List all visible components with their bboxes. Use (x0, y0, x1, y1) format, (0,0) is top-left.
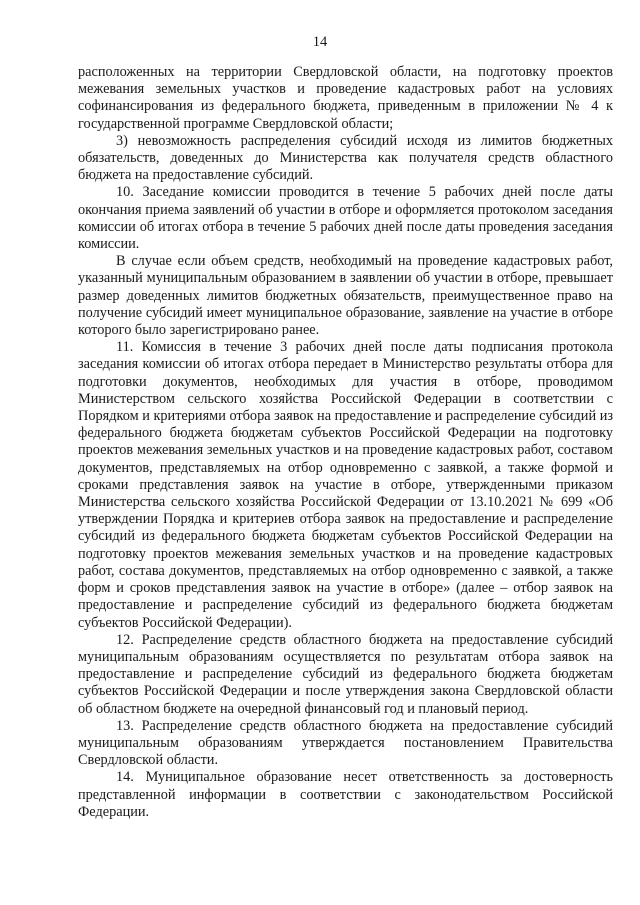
paragraph-clause-12: 12. Распределение средств областного бюджета на предоставление субсидий муниципальным образованиям осуществляется по результатам отбора заявок на предоставление и распределение субсидий из федерального бюджета бюджетам субъектов Российской Федерации и после утверждения закона Свердловской области об областном бюджете на очередной финансовый год и плановый период. (78, 631, 613, 717)
paragraph-item-3: 3) невозможность распределения субсидий исходя из лимитов бюджетных обязательств, доведенных до Министерства как получателя средств областного бюджета на предоставление субсидий. (78, 132, 613, 184)
document-body (78, 64, 613, 821)
paragraph-clause-11: 11. Комиссия в течение 3 рабочих дней после даты подписания протокола заседания комиссии об итогах отбора передает в Министерство результаты отбора для подготовки документов, необходимых для участия в отборе, проводимом Министерством сельского хозяйства Российской Федерации в соответствии с Порядком и критериями отбора заявок на предоставление и распределение субсидий из федерального бюджета бюджетам субъектов Российской Федерации на подготовку проектов межевания земельных участков и на проведение кадастровых работ, составом документов, представляемых на отбор одновременно с заявкой, а также формой и сроками представления заявок на участие в отборе, утвержденными приказом Министерства сельского хозяйства Российской Федерации от 13.10.2021 № 699 «Об утверждении Порядка и критериев отбора заявок на предоставление и распределение субсидий из федерального бюджета бюджетам субъектов Российской Федерации на подготовку проектов межевания земельных участков и на проведение кадастровых работ, состава документов, представляемых на отбор одновременно с заявкой, а также форм и сроков представления заявок на участие в отборе» (далее – отбор заявок на предоставление и распределение субсидий из федерального бюджета бюджетам субъектов Российской Федерации). (78, 339, 613, 631)
paragraph-clause-10: 10. Заседание комиссии проводится в течение 5 рабочих дней после даты окончания приема заявлений об участии в отборе и оформляется протоколом заседания комиссии об итогах отбора в течение 5 рабочих дней после даты проведения заседания комиссии. (78, 184, 613, 253)
paragraph-clause-14: 14. Муниципальное образование несет ответственность за достоверность представленной информации в соответствии с законодательством Российской Федерации. (78, 769, 613, 820)
paragraph-clause-13: 13. Распределение средств областного бюджета на предоставление субсидий муниципальным образованиям утверждается постановлением Правительства Свердловской области. (78, 717, 613, 769)
page-number: 14 (312, 34, 328, 50)
paragraph-clause-10-priority: В случае если объем средств, необходимый на проведение кадастровых работ, указанный муниципальным образованием в заявлении об участии в отборе, превышает размер доведенных лимитов бюджетных обязательств, преимущественное право на получение субсидий имеет муниципальное образование, заявление на участие в отборе которого было зарегистрировано ранее. (78, 253, 613, 339)
paragraph-continuation: расположенных на территории Свердловской области, на подготовку проектов межевания земельных участков и проведение кадастровых работ на условиях софинансирования из федерального бюджета, приведенным в приложении № 4 к государственной программе Свердловской области; (78, 64, 613, 132)
